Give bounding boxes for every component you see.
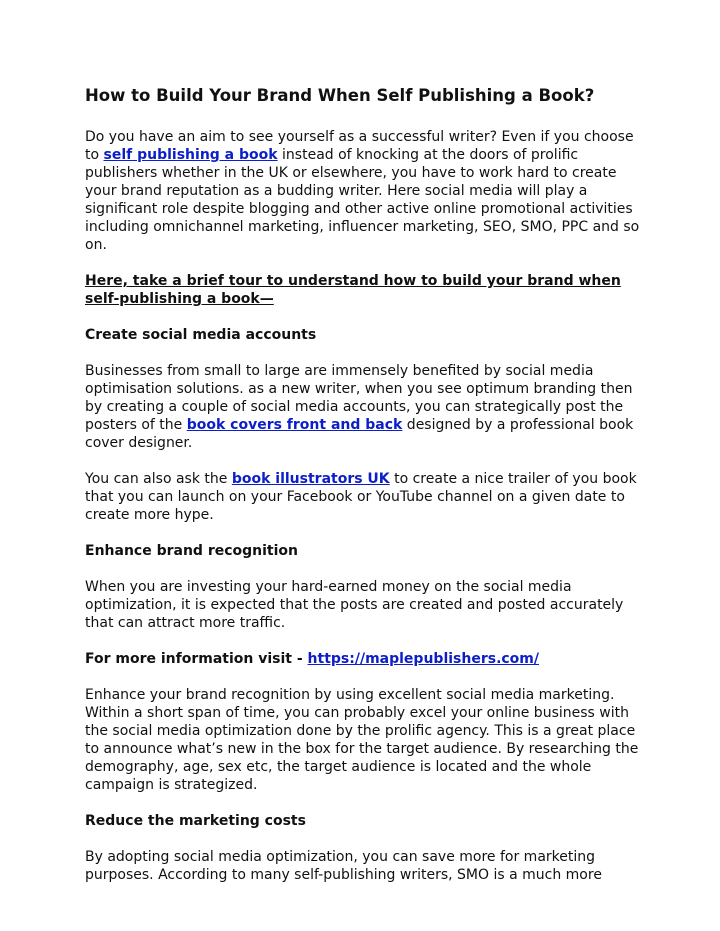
social-accounts-text-after: designed by a professional book cover designer. — [85, 417, 634, 451]
book-covers-link[interactable]: book covers front and back — [186, 417, 403, 433]
brand-recognition-detail-paragraph: Enhance your brand recognition by using excellent social media marketing. Within a short span of time, you can probably excel your online business with the social media optimization done by the prolific agency. This is a great place to announce what’s new in the box for the target audience. By researching the demography, age, sex etc, the target audience is located and the whole campaign is strategized. — [85, 687, 639, 793]
page-title: How to Build Your Brand When Self Publishing a Book? — [85, 86, 595, 105]
intro-text-before: Do you have an aim to see yourself as a successful writer? Even if you choose to — [85, 129, 634, 163]
section-heading-social-accounts: Create social media accounts — [85, 327, 317, 343]
intro-paragraph — [85, 128, 640, 254]
section-heading-marketing-costs: Reduce the marketing costs — [85, 813, 306, 829]
illustrators-text-before: You can also ask the — [85, 471, 232, 487]
self-publishing-link[interactable]: self publishing a book — [103, 147, 278, 163]
illustrators-text-after: to create a nice trailer of you book that you can launch on your Facebook or YouTube channel on a given date to create more hype. — [85, 471, 637, 523]
book-illustrators-link[interactable]: book illustrators UK — [231, 471, 390, 487]
marketing-costs-paragraph: By adopting social media optimization, you can save more for marketing purposes. According to many self-publishing writers, SMO is a much more — [85, 849, 602, 883]
more-info-line — [85, 650, 640, 668]
tour-heading: Here, take a brief tour to understand how to build your brand when self-publishing a book— — [85, 273, 621, 307]
section-heading-brand-recognition: Enhance brand recognition — [85, 543, 298, 559]
illustrators-paragraph — [85, 470, 640, 524]
maplepublishers-link[interactable]: https://maplepublishers.com/ — [307, 651, 540, 667]
intro-text-after: instead of knocking at the doors of prolific publishers whether in the UK or elsewhere, you have to work hard to create your brand reputation as a budding writer. Here social media will play a significant role despite blogging and other active online promotional activities including omnichannel marketing, influencer marketing, SEO, SMO, PPC and so on. — [85, 147, 640, 253]
brand-recognition-paragraph: When you are investing your hard-earned money on the social media optimization, it is expected that the posts are created and posted accurately that can attract more traffic. — [85, 579, 624, 631]
more-info-label: For more information visit - — [85, 651, 308, 667]
social-accounts-text-before: Businesses from small to large are immensely benefited by social media optimisation solutions. as a new writer, when you see optimum branding then by creating a couple of social media accounts, you can strategically post the posters of the — [85, 363, 633, 433]
social-accounts-paragraph — [85, 362, 640, 452]
